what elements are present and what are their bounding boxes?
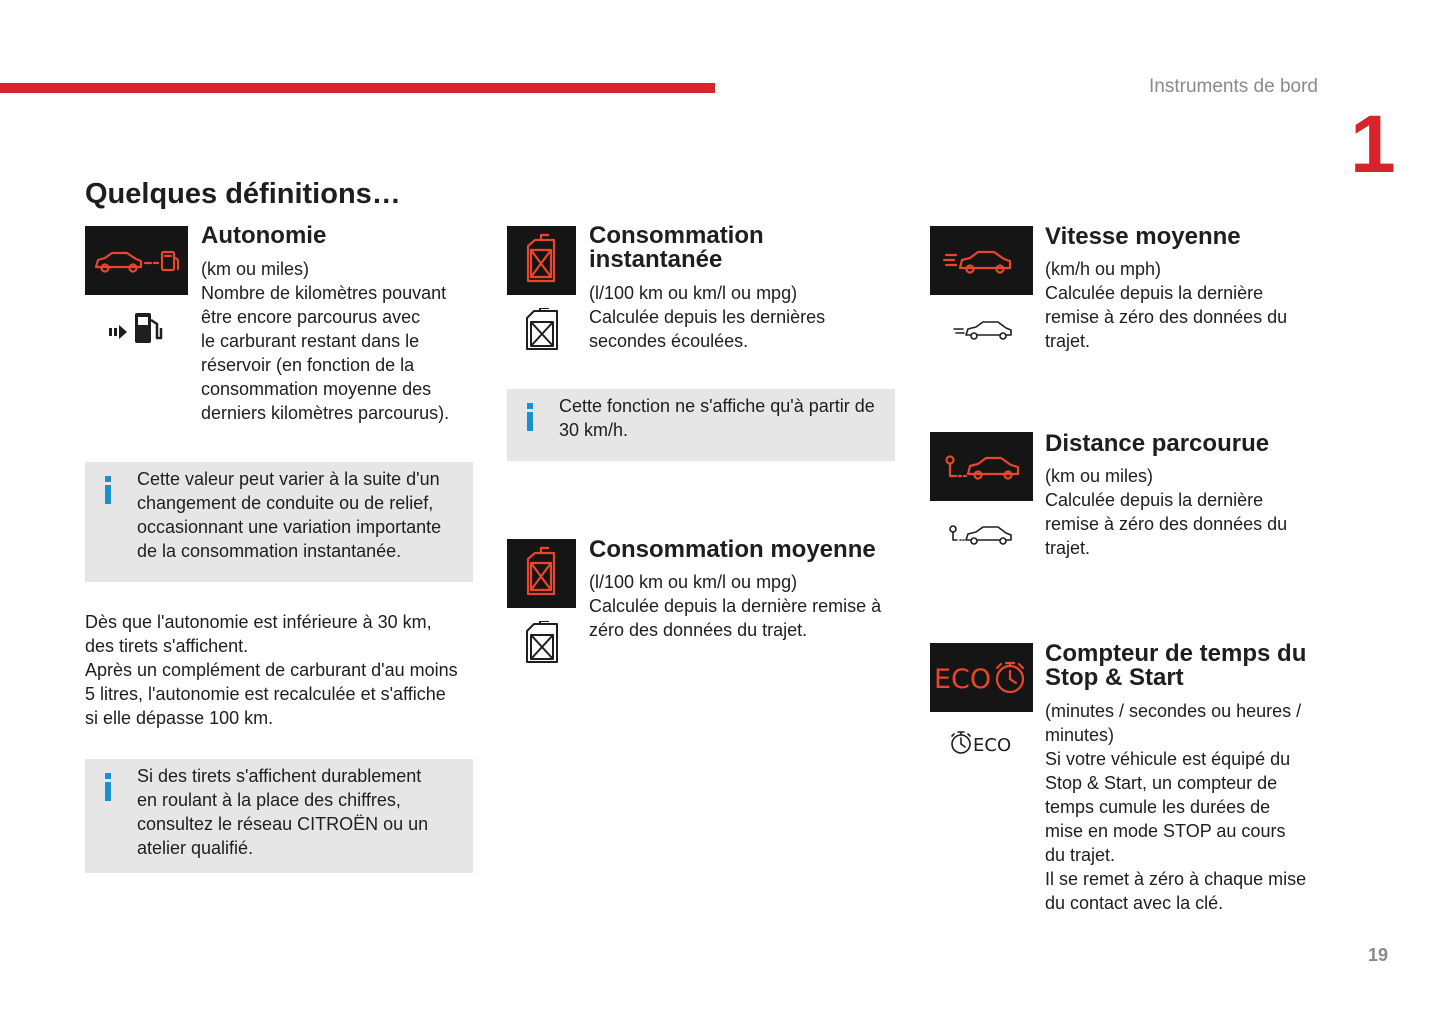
- average-speed-display-icon: [930, 226, 1033, 295]
- title-line: Compteur de temps du: [1045, 640, 1307, 667]
- instant-consumption-title: [589, 224, 764, 272]
- note-line: de la consommation instantanée.: [137, 541, 402, 561]
- note-line: atelier qualifié.: [137, 838, 254, 858]
- instant-consumption-info-note: [507, 389, 895, 461]
- text-line: (km/h ou mph): [1045, 259, 1162, 279]
- average-speed-title: Vitesse moyenne: [1045, 223, 1241, 250]
- autonomie-info-note: [85, 462, 473, 582]
- text-line: Si votre véhicule est équipé du: [1045, 749, 1291, 769]
- text-line: trajet.: [1045, 538, 1091, 558]
- text-line: Après un complément de carburant d'au moins: [85, 660, 458, 680]
- page-title: Quelques définitions…: [85, 178, 401, 210]
- text-line: être encore parcourus avec: [201, 307, 421, 327]
- distance-icon: [947, 521, 1013, 547]
- average-consumption-display-icon: [507, 539, 576, 608]
- autonomie-description: [201, 257, 449, 425]
- text-line: (km ou miles): [1045, 466, 1154, 486]
- note-line: Cette fonction ne s'affiche qu'à partir de: [559, 396, 875, 416]
- average-consumption-icon: [522, 621, 562, 665]
- note-line: 30 km/h.: [559, 420, 629, 440]
- text-line: 5 litres, l'autonomie est recalculée et s'affiche: [85, 684, 446, 704]
- instant-consumption-description: [589, 281, 825, 353]
- stop-start-display-icon: [930, 643, 1033, 712]
- note-line: changement de conduite ou de relief,: [137, 493, 434, 513]
- text-line: Calculée depuis la dernière: [1045, 490, 1264, 510]
- text-line: mise en mode STOP au cours: [1045, 821, 1286, 841]
- text-line: le carburant restant dans le: [201, 331, 420, 351]
- average-consumption-description: [589, 570, 881, 642]
- autonomie-dashes-text: [85, 610, 458, 730]
- text-line: (l/100 km ou km/l ou mpg): [589, 283, 798, 303]
- text-line: Dès que l'autonomie est inférieure à 30 km,: [85, 612, 432, 632]
- note-line: en roulant à la place des chiffres,: [137, 790, 401, 810]
- text-line: du trajet.: [1045, 845, 1116, 865]
- section-label: Instruments de bord: [1149, 76, 1318, 97]
- info-icon: [525, 403, 535, 431]
- title-line: Stop & Start: [1045, 664, 1184, 691]
- instant-consumption-icon: [522, 308, 562, 352]
- text-line: secondes écoulées.: [589, 331, 749, 351]
- distance-title: Distance parcourue: [1045, 430, 1270, 457]
- title-line: Consommation: [589, 222, 764, 249]
- text-line: du contact avec la clé.: [1045, 893, 1224, 913]
- autonomie-dashes-note: [85, 759, 473, 873]
- text-line: Nombre de kilomètres pouvant: [201, 283, 447, 303]
- text-line: derniers kilomètres parcourus).: [201, 403, 450, 423]
- text-line: si elle dépasse 100 km.: [85, 708, 274, 728]
- text-line: remise à zéro des données du: [1045, 514, 1288, 534]
- page-number: 19: [1368, 945, 1389, 965]
- range-display-icon: [85, 226, 188, 295]
- distance-display-icon: [930, 432, 1033, 501]
- instant-consumption-display-icon: [507, 226, 576, 295]
- text-line: Calculée depuis la dernière remise à: [589, 596, 882, 616]
- text-line: (l/100 km ou km/l ou mpg): [589, 572, 798, 592]
- note-line: Si des tirets s'affichent durablement: [137, 766, 422, 786]
- header-accent-bar: [0, 83, 715, 93]
- eco-display-label: ECO: [934, 664, 992, 695]
- text-line: trajet.: [1045, 331, 1091, 351]
- autonomie-title: Autonomie: [201, 222, 327, 249]
- note-line: occasionnant une variation importante: [137, 517, 442, 537]
- text-line: Calculée depuis les dernières: [589, 307, 826, 327]
- eco-label: ECO: [973, 735, 1012, 756]
- distance-description: [1045, 464, 1287, 560]
- title-line: instantanée: [589, 246, 723, 273]
- text-line: Calculée depuis la dernière: [1045, 283, 1264, 303]
- fuel-range-icon: [107, 310, 167, 346]
- text-line: (km ou miles): [201, 259, 310, 279]
- stop-start-title: [1045, 642, 1306, 690]
- text-line: temps cumule les durées de: [1045, 797, 1271, 817]
- text-line: minutes): [1045, 725, 1115, 745]
- info-icon: [103, 773, 113, 801]
- info-icon: [103, 476, 113, 504]
- stop-start-eco-icon: [949, 728, 1019, 758]
- average-speed-icon: [952, 318, 1014, 342]
- text-line: des tirets s'affichent.: [85, 636, 249, 656]
- note-line: Cette valeur peut varier à la suite d'un: [137, 469, 440, 489]
- average-speed-description: [1045, 257, 1287, 353]
- text-line: remise à zéro des données du: [1045, 307, 1288, 327]
- text-line: réservoir (en fonction de la: [201, 355, 415, 375]
- text-line: Il se remet à zéro à chaque mise: [1045, 869, 1307, 889]
- chapter-number: 1: [1350, 99, 1396, 190]
- average-consumption-title: Consommation moyenne: [589, 536, 876, 563]
- text-line: Stop & Start, un compteur de: [1045, 773, 1278, 793]
- text-line: (minutes / secondes ou heures /: [1045, 701, 1302, 721]
- stop-start-description: [1045, 699, 1306, 915]
- note-line: consultez le réseau CITROËN ou un: [137, 814, 429, 834]
- text-line: zéro des données du trajet.: [589, 620, 808, 640]
- text-line: consommation moyenne des: [201, 379, 432, 399]
